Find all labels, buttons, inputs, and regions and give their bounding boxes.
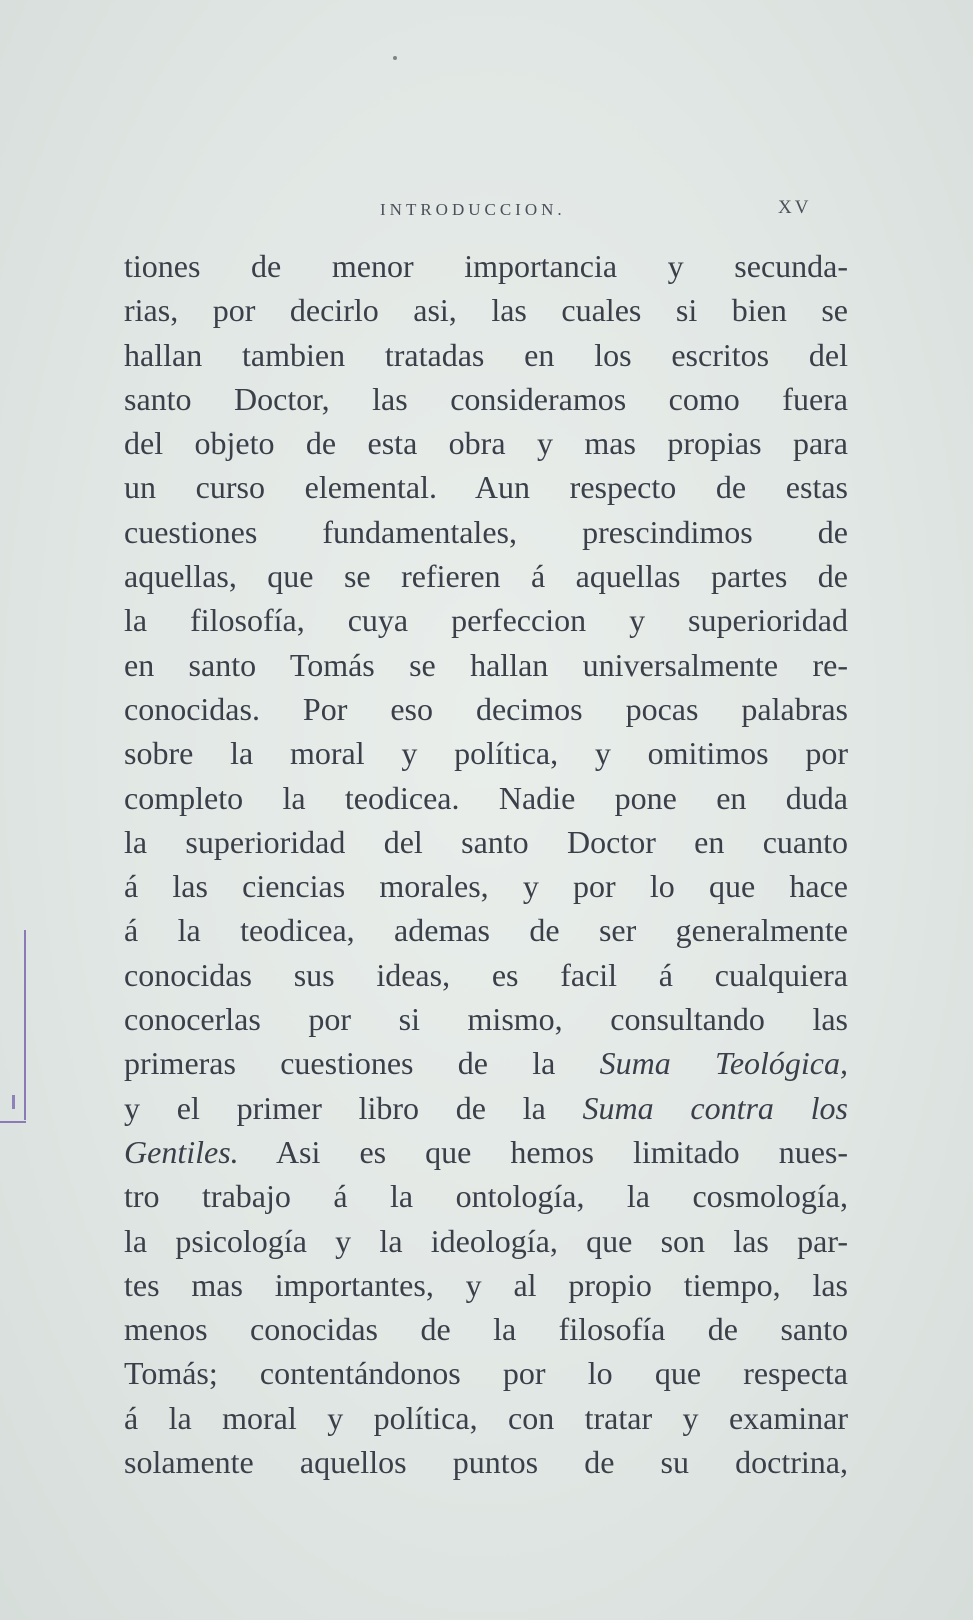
text-line: la filosofía, cuya perfeccion y superioridad: [124, 602, 848, 639]
text-line: en santo Tomás se hallan universalmente re-: [124, 646, 848, 683]
text-segment: y el primer libro de la: [124, 1089, 546, 1126]
text-line: á las ciencias morales, y por lo que hace: [124, 868, 848, 905]
text-line: tes mas importantes, y al propio tiempo, las: [124, 1266, 848, 1303]
text-line: cuestiones fundamentales, prescindimos de: [124, 513, 848, 550]
library-stamp-edge: [24, 930, 26, 1120]
text-line: completo la teodicea. Nadie pone en duda: [124, 779, 848, 816]
running-head: INTRODUCCION.: [380, 200, 566, 219]
text-line: tro trabajo á la ontología, la cosmología,: [124, 1178, 848, 1215]
body-text: [124, 244, 848, 1484]
text-line: rias, por decirlo asi, las cuales si bien se: [124, 292, 848, 329]
text-line: santo Doctor, las consideramos como fuera: [124, 380, 848, 417]
text-line: del objeto de esta obra y mas propias para: [124, 425, 848, 462]
text-line: tiones de menor importancia y secunda-: [124, 248, 848, 284]
italic-title: Suma Teológica,: [599, 1045, 849, 1082]
italic-title: Gentiles.: [124, 1133, 239, 1170]
text-line-with-italic: [124, 1041, 848, 1085]
text-line: conocerlas por si mismo, consultando las: [124, 1001, 848, 1038]
text-line-with-italic: [124, 1086, 848, 1130]
text-line: conocidas. Por eso decimos pocas palabras: [124, 690, 848, 727]
text-line: sobre la moral y política, y omitimos por: [124, 735, 848, 772]
text-line: á la moral y política, con tratar y examinar: [124, 1399, 848, 1436]
ink-speck: [393, 56, 397, 60]
text-line: á la teodicea, ademas de ser generalmente: [124, 912, 848, 949]
italic-title: Suma contra los: [582, 1089, 848, 1126]
text-line: aquellas, que se refieren á aquellas partes de: [124, 558, 848, 595]
text-line: la psicología y la ideología, que son las par-: [124, 1222, 848, 1259]
text-line: Tomás; contentándonos por lo que respecta: [124, 1355, 848, 1392]
library-stamp-mark: [12, 1095, 15, 1109]
text-segment: primeras cuestiones de la: [124, 1045, 556, 1082]
text-line: la superioridad del santo Doctor en cuanto: [124, 823, 848, 860]
text-line-with-italic: [124, 1130, 848, 1174]
page-number: XV: [778, 197, 812, 218]
library-stamp-base: [0, 1121, 26, 1123]
text-line: solamente aquellos puntos de su doctrina,: [124, 1444, 848, 1481]
text-line: conocidas sus ideas, es facil á cualquiera: [124, 956, 848, 993]
text-line: un curso elemental. Aun respecto de estas: [124, 469, 848, 506]
text-segment: Asi es que hemos limitado nues-: [275, 1133, 849, 1170]
text-line: menos conocidas de la filosofía de santo: [124, 1311, 848, 1348]
text-line: hallan tambien tratadas en los escritos del: [124, 336, 848, 373]
